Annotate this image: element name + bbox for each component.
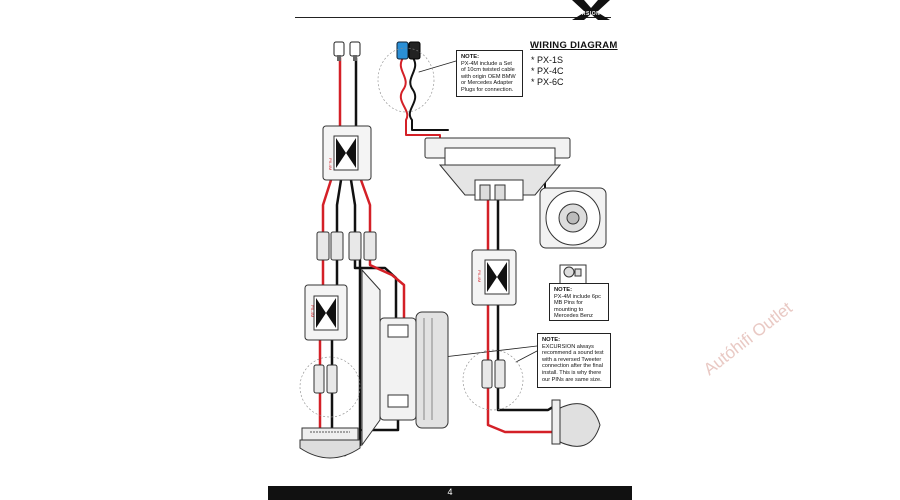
note-box-mb-pins [549, 283, 609, 321]
logo-wordmark: EXCURSION [566, 11, 601, 17]
crossover-label: PX-4M [477, 270, 482, 283]
note-heading: NOTE: [542, 337, 561, 343]
model-item: * PX-1S [531, 55, 564, 65]
negative-wire [337, 180, 341, 232]
note-box-oem-plugs [456, 50, 523, 97]
diagram-title: WIRING DIAGRAM [530, 40, 618, 51]
watermark: Autóhifi Outlet [700, 298, 796, 379]
note-body: EXCURSION always recommend a sound test with a reversed Tweeter connection after the final install. This is why there our PINs are same size. [542, 343, 604, 383]
crossover-unit [305, 285, 347, 340]
positive-wire [323, 180, 331, 232]
detail-circle [463, 350, 523, 410]
note-heading: NOTE: [461, 54, 480, 60]
model-item: * PX-4C [531, 66, 564, 76]
crossover-unit [323, 126, 371, 180]
crossover-label: PX-4M [310, 305, 315, 318]
crossover-unit [472, 250, 516, 305]
positive-wire [361, 180, 370, 232]
page-number: 4 [447, 487, 453, 497]
note-body: PX-4M include 6pc MB Pins for mounting to Mercedes Benz [554, 293, 601, 320]
footer-bar [268, 486, 632, 500]
tweeter-speaker [552, 400, 600, 446]
note-body: PX-4M include a Set of 10cm twisted cable with origin OEM BMW or Mercedes Adapter Plugs for connection. [461, 60, 516, 93]
svg-text:PX-4M: PX-4M [328, 158, 333, 171]
model-item: * PX-6C [531, 77, 564, 87]
negative-wire [351, 180, 355, 232]
oem-adapter-plug [378, 42, 434, 112]
tweeter-front-view [540, 188, 606, 248]
inline-connectors [317, 232, 376, 260]
note-box-sound-test [537, 333, 611, 388]
tweeter-plug [334, 42, 360, 61]
note-leader-line [419, 61, 456, 72]
mb-pin [560, 265, 586, 285]
note-heading: NOTE: [554, 287, 573, 293]
note-leader-line [516, 351, 537, 362]
tweeter-speaker [300, 428, 360, 458]
